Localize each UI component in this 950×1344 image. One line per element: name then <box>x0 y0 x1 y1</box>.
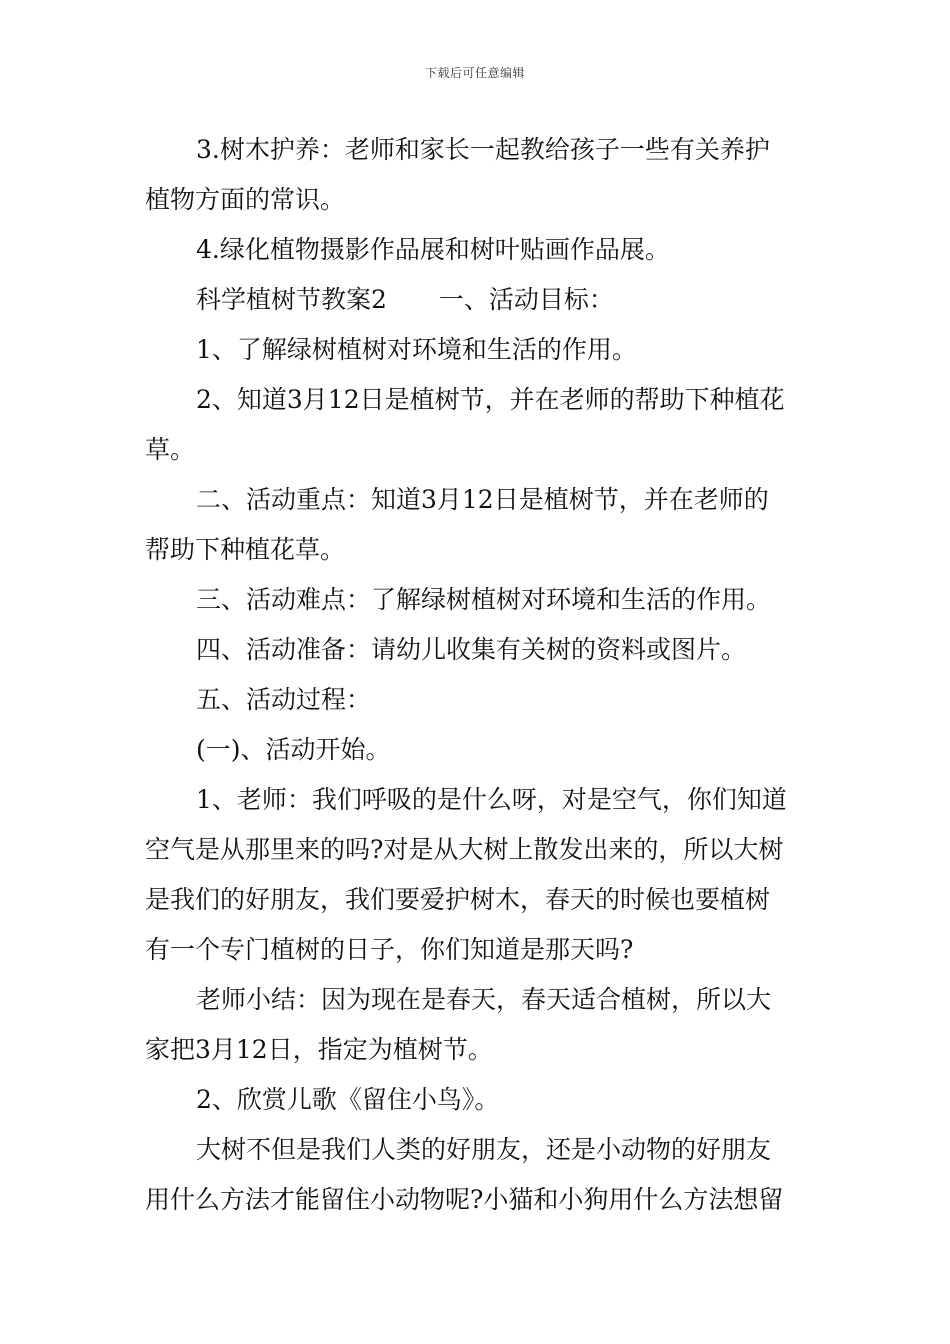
section-heading-line <box>145 275 810 325</box>
document-body <box>145 125 810 1225</box>
paragraph-line: 四、活动准备：请幼儿收集有关树的资料或图片。 <box>196 635 747 664</box>
paragraph-line: 2、欣赏儿歌《留住小鸟》。 <box>196 1085 500 1114</box>
paragraph-line: 三、活动难点：了解绿树植树对环境和生活的作用。 <box>196 585 772 614</box>
paragraph-line: 二、活动重点：知道3月12日是植树节，并在老师的 <box>196 485 769 514</box>
paragraph-line: 有一个专门植树的日子，你们知道是那天吗? <box>145 935 634 964</box>
paragraph-line: 帮助下种植花草。 <box>145 535 346 564</box>
page-header: 下载后可任意编辑 <box>424 66 525 80</box>
subheading: 一、活动目标： <box>438 285 614 314</box>
paragraph-line: 4.绿化植物摄影作品展和树叶贴画作品展。 <box>196 235 670 264</box>
paragraph-line: 1、了解绿树植树对环境和生活的作用。 <box>196 335 637 364</box>
paragraph-line: 是我们的好朋友，我们要爱护树木，春天的时候也要植树 <box>145 885 771 914</box>
paragraph-line: 家把3月12日，指定为植树节。 <box>145 1035 493 1064</box>
section-title: 科学植树节教案2 <box>196 285 387 314</box>
paragraph-line: 用什么方法才能留住小动物呢?小猫和小狗用什么方法想留 <box>145 1185 784 1214</box>
paragraph-line: 3.树木护养：老师和家长一起教给孩子一些有关养护 <box>196 135 770 164</box>
paragraph-line: 空气是从那里来的吗?对是从大树上散发出来的，所以大树 <box>145 835 784 864</box>
paragraph-line: 老师小结：因为现在是春天，春天适合植树，所以大 <box>196 985 772 1014</box>
paragraph-line: 2、知道3月12日是植树节，并在老师的帮助下种植花 <box>196 385 785 414</box>
paragraph-line: 五、活动过程： <box>196 685 372 714</box>
paragraph-line: 1、老师：我们呼吸的是什么呀，对是空气，你们知道 <box>196 785 787 814</box>
paragraph-line: 草。 <box>145 435 196 464</box>
paragraph-line: 植物方面的常识。 <box>145 185 346 214</box>
paragraph-line: 大树不但是我们人类的好朋友，还是小动物的好朋友 <box>196 1135 772 1164</box>
paragraph-line: (一)、活动开始。 <box>196 735 391 764</box>
